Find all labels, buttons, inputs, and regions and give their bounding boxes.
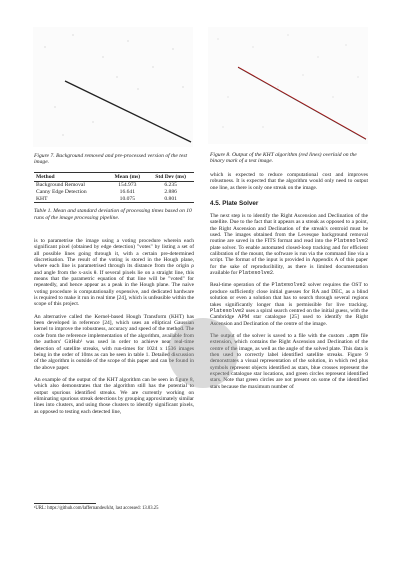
right-paragraph-2 (210, 282, 368, 326)
table-cell: 6.235 (164, 182, 177, 189)
col-header-method: Method (34, 173, 107, 182)
figure-7-streak-plot (33, 27, 193, 147)
table-row (34, 182, 194, 189)
left-paragraph-3: An example of the output of the KHT algorithm can be seen in figure 8, which also demonstrates that the algorithm still has the potential to output spurious identified streaks. We are currently working on eliminating spurious streak detections by grouping approximately similar lines into clusters, and using those clusters to identify significant pixels, as opposed to testing each detected line, (34, 376, 194, 415)
table-cell: 154.973 (118, 182, 137, 189)
section-heading-plate-solver: 4.5. Plate Solver (210, 200, 259, 208)
table-header-row (34, 173, 194, 182)
text-run: The next step is to identify the Right Ascension and Declination of the satellite. Due to the fact that it appears as a streak as opposed to a point, the Right Ascension and Declination of the streak's centroid must be used. The images obtained from the Levesque background removal routine are saved in the FITS format and read into the (210, 213, 368, 245)
figure-8-caption: Figure 8. Output of the KHT algorithm (red lines) overlaid on the binary mark of a test image. (210, 152, 357, 165)
table-cell: Background Removal (36, 182, 85, 189)
table-row (34, 189, 194, 196)
text-run: . (272, 270, 275, 277)
footnote: ¹URL: https://github.com/laffernandes/kht, last accessed: 13.03.25 (34, 506, 159, 511)
figure-8-image (208, 27, 368, 144)
figure-8-caption-block (210, 152, 368, 165)
left-paragraph-1: is to parametrise the image using a voting procedure wherein each significant pixel (obtained by edge detection) "votes" by listing a set of all possible lines going through it, with a certain pre-determined discretisation. The result of the voting is stored in the Hough plane, where each line is parametrised through its distance from the origin ρ and angle from the x-axis θ. If several pixels lie on a straight line, this means that the parametric equation of that line will be "voted" for repeatedly, and hence appear as a peak in the Hough plane. The naive voting procedure is computationally expensive, and dedicated hardware is required to make it run in real time [24], which is unfeasible within the scope of this project. (34, 238, 194, 308)
col-header-std: Std Dev (ms) (147, 173, 194, 182)
left-paragraph-2: An alternative called the Kernel-based Hough Transform (KHT) has been developed in reference [24], which uses an elliptical Gaussian kernel to improve the robustness, accuracy and speed of the method. The code from the reference implementation of the algorithm, available from the authors' GitHub¹ was used in order to achieve near real-time detection of satellite streaks, with run-times for 1024 x 1536 images being in the order of 10ms as can be seen in table 1. Detailed discussion of the algorithm is outside of the scope of this paper and can be found in the above paper. (34, 313, 194, 371)
right-paragraph-1 (210, 213, 368, 276)
table-cell: 10.075 (107, 196, 147, 203)
text-run: plate solver. To enable automated closed-loop tracking and for efficient calibration of the mount, the software is run via the command line via a script. The format of the input is provided in Appendix A of this paper for the sake of reproducibility, as there is limited documentation available for (210, 244, 368, 277)
text-run: uses a spiral search centred on the initial guess, with the Cambridge APM star catalogue [25] used to identify the Right Ascension and Declination of the centre of the image. (210, 307, 368, 327)
table-1 (34, 172, 194, 221)
col-header-mean: Mean (ms) (107, 173, 147, 182)
table-row (34, 196, 194, 203)
left-column-body (34, 238, 194, 415)
text-run: The output of the solver is saved to a file with the custom (210, 332, 347, 339)
watermark-circle (168, 318, 238, 388)
footnote-rule (34, 503, 96, 504)
table-cell: 0.801 (147, 196, 194, 203)
table-1-caption: Table 1. Mean and standard deviation of processing times based on 10 runs of the image processing pipeline. (34, 208, 192, 221)
code-platesolve2: Platesolve2 (271, 282, 306, 289)
figure-7-image (33, 27, 193, 147)
code-apm-extension: .apm (346, 332, 359, 339)
table-cell: Canny Edge Detection (36, 189, 87, 196)
table-cell: KHT (34, 196, 107, 203)
text-run: solver requires the OST to produce sufficiently close initial guesses for RA and DEC, as a blind solution or even a solution that has to search through several regions takes significantly longer than is permissible for live tracking. (210, 282, 368, 308)
code-platesolve2: Platesolve2 (238, 270, 273, 277)
text-run: Real-time operation of the (210, 282, 272, 289)
timing-table (34, 172, 194, 203)
figure-7-caption: Figure 7. Background removed and pre-processed version of the test image. (34, 153, 188, 166)
code-platesolve2: Platesolve2 (333, 238, 368, 245)
text-run: file extension, which contains the Right Ascension and Declination of the centre of the image, as well as the angle of the solved plate. This data is then used to correctly label identified satellite streaks. Figure 9 demonstrates a visual representation of the solution, in which red plus symbols represent objects identified as stars, blue crosses represent the expected catalogue star locations, and green circles represent identified stars. Note that green circles are not present on some of the identified stars because the maximum number of (210, 332, 368, 390)
figure-7-caption-block (34, 153, 194, 166)
right-paragraph-0: which is expected to reduce computational cost and improves robustness. It is expected that the algorithm would only need to output one line, as there is only one streak on the image. (210, 172, 368, 191)
footnote-block (34, 503, 194, 511)
table-cell: 2.886 (164, 189, 177, 196)
table-cell: 16.641 (119, 189, 136, 196)
code-platesolve2: Platesolve2 (210, 307, 245, 314)
figure-8-kht-plot (208, 27, 368, 144)
